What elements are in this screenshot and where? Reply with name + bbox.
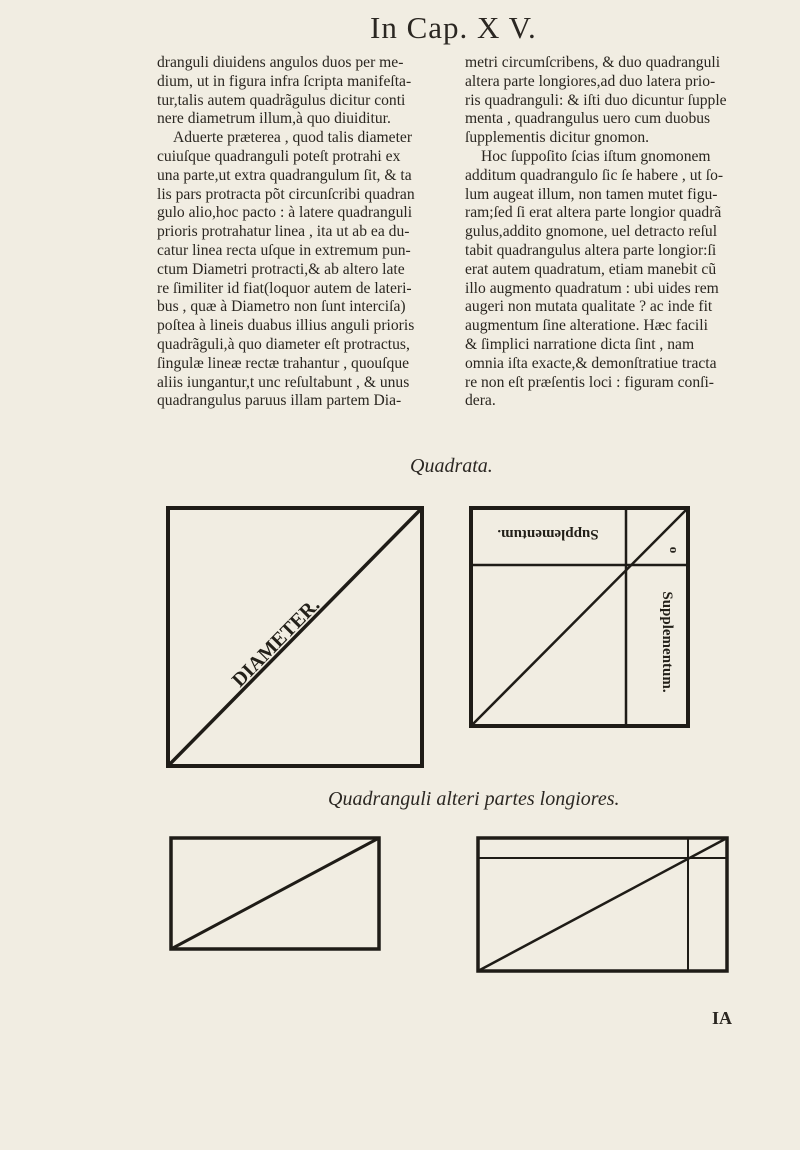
- text-line: dera.: [465, 392, 496, 410]
- text-line: quadrãguli,à quo diameter eſt protractus,: [157, 335, 410, 353]
- text-line: catur linea recta uſque in extremum pun-: [157, 241, 411, 259]
- text-line: & ſimplici narratione dicta ſint , nam: [465, 335, 695, 353]
- square-with-diameter: [168, 508, 422, 766]
- text-line: una parte,ut extra quadrangulum ſit, & ta: [157, 166, 412, 184]
- rectangle-with-gnomon: [478, 838, 727, 971]
- text-line: poſtea à lineis duabus illius anguli prioris: [157, 317, 415, 335]
- text-line: quadrangulus paruus illam partem Dia-: [157, 392, 402, 410]
- text-line: erat autem quadratum, etiam manebit cũ: [465, 260, 717, 278]
- text-line: ram;ſed ſi erat altera parte longior quadrã: [465, 204, 722, 222]
- text-line: prioris protrahatur linea , ita ut ab ea du-: [157, 223, 410, 241]
- text-line: Hoc ſuppoſito ſcias iſtum gnomonem: [481, 147, 711, 165]
- small-square-label: o: [667, 546, 682, 554]
- text-line: ſingulæ lineæ rectæ trahantur , quouſque: [157, 354, 410, 372]
- text-line: lum augeat illum, non tamen mutet figu-: [465, 185, 718, 203]
- text-line: gulus,addito gnomone, uel detracto reſul: [465, 223, 718, 241]
- text-line: re non eſt præſentis loci : figuram conſi-: [465, 373, 715, 391]
- text-line: Aduerte præterea , quod talis diameter: [173, 129, 413, 147]
- text-line: ris quadranguli: & iſti duo dicuntur ſupple: [465, 91, 727, 109]
- text-line: menta , quadrangulus uero cum duobus: [465, 110, 711, 128]
- text-line: re ſimiliter id fiat(loquor autem de lateri-: [157, 279, 412, 297]
- text-line: dranguli diuidens angulos duos per me-: [157, 54, 404, 71]
- supplement-top-label: Supplementum.: [497, 526, 599, 542]
- text-line: lis pars protracta põt circunſcribi quadran: [157, 185, 415, 203]
- text-line: cuiuſque quadranguli poteſt protrahi ex: [157, 147, 401, 165]
- text-line: augeri non mutata qualitate ? ac inde fit: [465, 298, 713, 316]
- text-line: ctum Diametri protracti,& ab altero late: [157, 260, 405, 278]
- running-title: In Cap. X V.: [370, 10, 537, 45]
- supplement-side-label: Supplementum.: [659, 591, 675, 693]
- square-with-gnomon: [471, 508, 688, 726]
- text-line: illo augmento quadratum : ubi uides rem: [465, 279, 719, 297]
- text-line: nere diametrum illum,à quo diuiditur.: [157, 110, 391, 128]
- text-line: tabit quadrangulus altera parte longior:ſi: [465, 241, 717, 259]
- text-line: omnia iſta exacte,& demonſtratiue tracta: [465, 354, 717, 372]
- text-line: additum quadrangulo ſic ſe habere , ut ſo-: [465, 166, 724, 184]
- rectangle-with-diagonal: [171, 838, 379, 949]
- text-line: altera parte longiores,ad duo latera prio-: [465, 72, 716, 90]
- text-line: metri circumſcribens, & duo quadranguli: [465, 54, 721, 71]
- text-line: dium, ut in figura infra ſcripta manifeſta-: [157, 72, 412, 90]
- caption-rectangles: Quadranguli alteri partes longiores.: [328, 788, 620, 810]
- text-line: ſupplementis dicitur gnomon.: [465, 129, 650, 147]
- text-line: aliis iungantur,t unc reſultabunt , & unus: [157, 373, 410, 391]
- diameter-label: DIAMETER.: [227, 594, 325, 692]
- text-line: bus , quæ à Diametro non ſunt interciſa): [157, 298, 406, 316]
- text-line: tur,talis autem quadrãgulus dicitur conti: [157, 91, 406, 109]
- caption-squares: Quadrata.: [410, 455, 493, 477]
- text-line: gulo alio,hoc pacto : à latere quadranguli: [157, 204, 413, 222]
- signature-mark: IA: [712, 1008, 733, 1028]
- text-line: augmentum ſine alteratione. Hæc facili: [465, 317, 708, 335]
